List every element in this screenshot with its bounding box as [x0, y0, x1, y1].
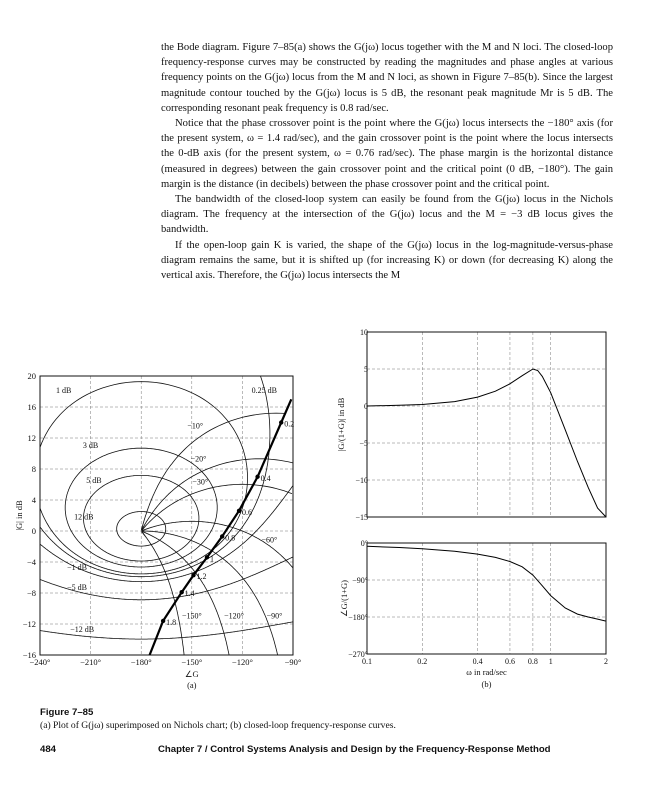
- phase-curve: [367, 546, 606, 621]
- locus-omega-label: 1.2: [196, 572, 207, 582]
- x-tick-label: −120°: [231, 657, 253, 667]
- figure-7-85: [0, 320, 653, 710]
- y-tick-label: −4: [26, 557, 36, 567]
- y-tick-label: 20: [27, 371, 36, 381]
- n-contour-label: −90°: [266, 611, 283, 621]
- figure-caption-text: (a) Plot of G(jω) superimposed on Nichols chart; (b) closed-loop frequency-response curves.: [40, 720, 396, 731]
- paragraph-4: If the open-loop gain K is varied, the shape of the G(jω) locus in the log-magnitude-versus-phase diagram remains the same, but it is shifted up (for increasing K) or down (for decreasing K) along the vertical axis. Therefore, the G(jω) locus intersects the M: [161, 239, 613, 282]
- magnitude-axis-label: |G/(1+G)| in dB: [336, 397, 346, 452]
- n-contour-label: −60°: [261, 535, 278, 545]
- paragraph-1: the Bode diagram. Figure 7–85(a) shows the G(jω) locus together with the M and N loci. The closed-loop frequency-response curves may be constructed by reading the magnitudes and phase angles at various frequency points on the G(jω) locus from the M and N loci, as shown in Figure 7–85(b). Since the largest magnitude contour touched by the G(jω) locus is 5 dB, the resonant peak magnitude Mr is 5 dB. The corresponding resonant peak frequency is 0.8 rad/sec.: [161, 42, 613, 114]
- x-tick-label: 0.4: [472, 657, 483, 666]
- y-tick-label: 12: [27, 433, 36, 443]
- paragraph-2: Notice that the phase crossover point is the point where the G(jω) locus intersects the −180° axis (for the present system, ω = 1.4 rad/sec), and the gain crossover point is the point where the locus intersects the 0-dB axis (for the present system, ω = 0.76 rad/sec). The phase margin is the horizontal distance (measured in degrees) between the gain crossover point and the critical point (0 dB, −180°). The gain margin is the distance (in decibels) between the phase crossover point and the critical point.: [161, 118, 613, 190]
- y-tick-label: −16: [22, 650, 36, 660]
- paragraph-3: The bandwidth of the closed-loop system can easily be found from the G(jω) locus in the Nichols diagram. The frequency at the intersection of the G(jω) locus and the M = −3 dB locus gives the bandwidth.: [161, 194, 613, 236]
- x-tick-label: 0.6: [504, 657, 515, 666]
- locus-omega-label: 0.4: [260, 473, 271, 483]
- locus-point: [255, 475, 259, 479]
- y-tick-label: 0: [364, 402, 368, 411]
- x-tick-label: −150°: [181, 657, 203, 667]
- y-tick-label: 16: [27, 402, 36, 412]
- locus-omega-label: 0.8: [225, 533, 236, 543]
- y-tick-label: 4: [31, 495, 36, 505]
- x-tick-label: −90°: [284, 657, 302, 667]
- m-contour-label: −12 dB: [70, 624, 95, 634]
- y-tick-label: −270°: [348, 650, 368, 659]
- figure-svg: [0, 320, 653, 710]
- x-tick-label: −180°: [130, 657, 152, 667]
- m-contour-label: 12 dB: [74, 512, 94, 522]
- y-tick-label: −8: [26, 588, 36, 598]
- x-tick-label: −240°: [29, 657, 51, 667]
- omega-axis-label: ω in rad/sec: [466, 667, 507, 677]
- y-tick-label: −180°: [348, 613, 368, 622]
- m-contour-label: 1 dB: [55, 386, 72, 396]
- n-contour-label: −120°: [224, 611, 244, 621]
- m-contour-label: −1 dB: [67, 562, 88, 572]
- figure-number: Figure 7–85: [40, 707, 94, 718]
- chapter-title: Chapter 7 / Control Systems Analysis and Design by the Frequency-Response Method: [158, 744, 551, 755]
- n-contour-label: −30°: [192, 477, 209, 487]
- locus-point: [179, 590, 183, 594]
- phase-axis-label: ∠G/(1+G): [339, 580, 349, 617]
- x-tick-label: 0.2: [417, 657, 428, 666]
- locus-omega-label: 0.2: [284, 419, 295, 429]
- x-tick-label: 1: [548, 657, 553, 666]
- locus-point: [220, 534, 224, 538]
- nichols-x-axis-label: ∠G: [184, 669, 199, 679]
- locus-point: [279, 420, 283, 424]
- nichols-chart: [0, 320, 301, 710]
- locus-omega-label: 1.8: [166, 617, 177, 627]
- panel-label-b: (b): [481, 679, 492, 689]
- y-tick-label: −90°: [352, 576, 368, 585]
- locus-omega-label: 1: [209, 554, 214, 564]
- y-tick-label: 0°: [360, 539, 368, 548]
- locus-point: [161, 619, 165, 623]
- x-tick-label: 0.1: [362, 657, 372, 666]
- locus-omega-label: 0.6: [242, 507, 253, 517]
- nichols-y-axis-label: |G| in dB: [14, 500, 24, 531]
- m-contour-label: 0.25 dB: [251, 386, 277, 396]
- m-contour-label: 5 dB: [86, 475, 102, 485]
- y-tick-label: −5: [359, 439, 368, 448]
- y-tick-label: −12: [22, 619, 36, 629]
- x-tick-label: −210°: [80, 657, 102, 667]
- n-contour-label: −10°: [187, 421, 204, 431]
- body-text: [161, 40, 613, 283]
- locus-point: [191, 573, 195, 577]
- closed-loop-magnitude-plot: [336, 328, 606, 522]
- n-contour-label: −150°: [181, 611, 202, 621]
- y-tick-label: −10: [355, 476, 368, 485]
- panel-label-a: (a): [187, 680, 197, 690]
- n-contour-label: −20°: [190, 454, 207, 464]
- y-tick-label: −15: [355, 513, 368, 522]
- closed-loop-phase-plot: [339, 539, 608, 666]
- y-tick-label: 10: [360, 328, 368, 337]
- figure-caption: [40, 706, 620, 732]
- locus-point: [205, 555, 209, 559]
- y-tick-label: 0: [31, 526, 36, 536]
- m-contour-label: 3 dB: [82, 441, 99, 451]
- locus-omega-label: 1.4: [184, 589, 195, 599]
- x-tick-label: 0.8: [527, 657, 538, 666]
- y-tick-label: 5: [364, 365, 368, 374]
- y-tick-label: 8: [31, 464, 36, 474]
- x-tick-label: 2: [604, 657, 608, 666]
- page-number: 484: [40, 744, 57, 755]
- m-contour-label: −5 dB: [67, 582, 88, 592]
- locus-point: [237, 509, 241, 513]
